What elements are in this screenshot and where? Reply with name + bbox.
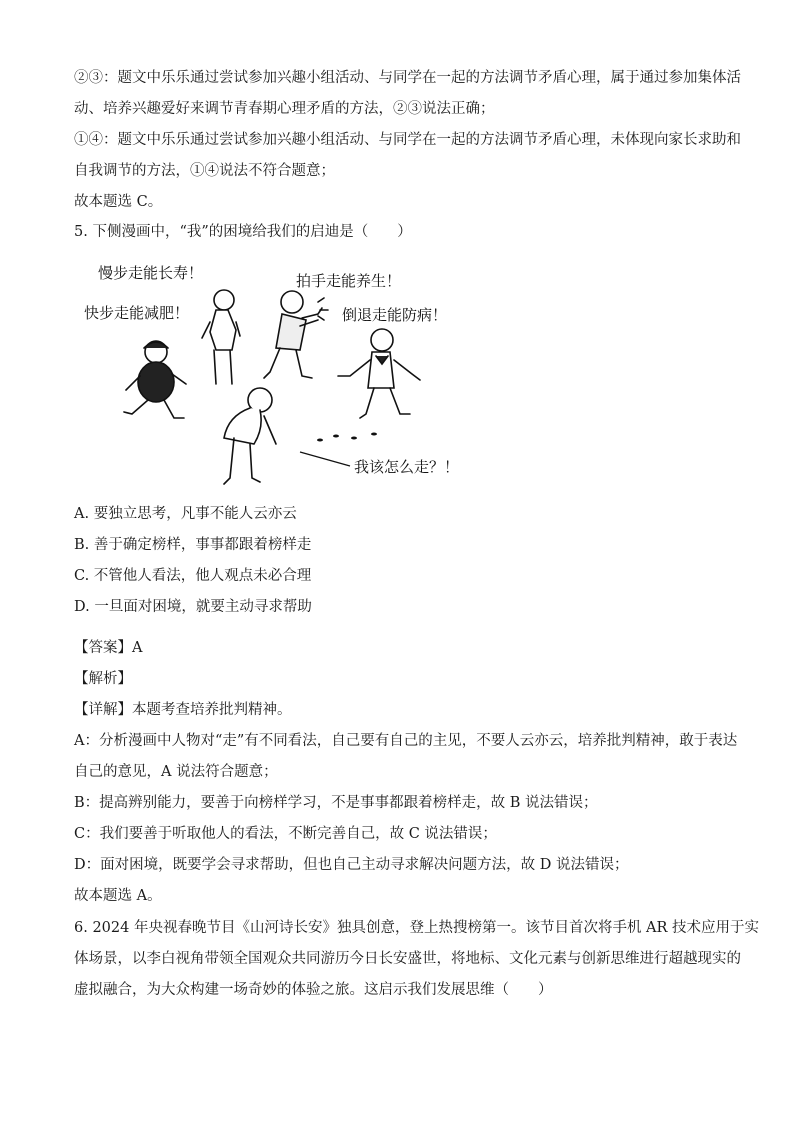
q6-stem-line: 虚拟融合，为大众构建一场奇妙的体验之旅。这启示我们发展思维（ ） bbox=[74, 982, 553, 998]
q5-detail: 【详解】本题考查培养批判精神。 bbox=[74, 702, 292, 718]
q5-conclusion: 故本题选 A。 bbox=[74, 888, 162, 904]
cartoon-label-slow: 慢步走能长寿！ bbox=[98, 264, 204, 282]
figure-me-confused bbox=[224, 388, 276, 484]
q4-analysis-line: ②③：题文中乐乐通过尝试参加兴趣小组活动、与同学在一起的方法调节矛盾心理，属于通过参加集体活 bbox=[74, 70, 741, 86]
q6-stem-line: 体场景，以李白视角带领全国观众共同游历今日长安盛世，将地标、文化元素与创新思维进行超越现实的 bbox=[74, 951, 741, 967]
q5-analysis-header: 【解析】 bbox=[74, 671, 132, 687]
q5-option-b: B. 善于确定榜样，事事都跟着榜样走 bbox=[74, 537, 312, 553]
q5-answer: 【答案】A bbox=[74, 640, 143, 656]
q5-analysis-line: D：面对困境，既要学会寻求帮助，但也自己主动寻求解决问题方法，故 D 说法错误； bbox=[74, 857, 629, 873]
q6-stem-line: 6. 2024 年央视春晚节目《山河诗长安》独具创意，登上热搜榜第一。该节目首次将手机 AR 技术应用于实 bbox=[74, 920, 760, 936]
speech-pointer-line bbox=[300, 452, 350, 466]
cartoon-label-clap: 拍手走能养生！ bbox=[296, 272, 402, 290]
cartoon-label-me: 我该怎么走？！ bbox=[354, 458, 460, 476]
q4-conclusion: 故本题选 C。 bbox=[74, 194, 163, 210]
q4-analysis-line: ①④：题文中乐乐通过尝试参加兴趣小组活动、与同学在一起的方法调节矛盾心理，未体现向家长求助和 bbox=[74, 132, 741, 148]
cartoon-illustration bbox=[74, 252, 494, 492]
q5-analysis-line: B：提高辨别能力，要善于向榜样学习，不是事事都跟着榜样走，故 B 说法错误； bbox=[74, 795, 598, 811]
cartoon-label-fast: 快步走能减肥！ bbox=[84, 304, 190, 322]
figure-backward-walker bbox=[338, 329, 420, 418]
q4-analysis-line: 自我调节的方法，①④说法不符合题意； bbox=[74, 163, 335, 179]
q5-stem: 5. 下侧漫画中，“我”的困境给我们的启迪是（ ） bbox=[74, 224, 412, 240]
q5-option-d: D. 一旦面对困境，就要主动寻求帮助 bbox=[74, 599, 312, 615]
figure-slow-walker bbox=[202, 290, 240, 384]
q5-analysis-line: C：我们要善于听取他人的看法，不断完善自己，故 C 说法错误； bbox=[74, 826, 497, 842]
q5-option-c: C. 不管他人看法，他人观点未必合理 bbox=[74, 568, 312, 584]
figure-clapping-walker bbox=[264, 291, 328, 378]
figure-fast-walker bbox=[124, 341, 186, 418]
q5-analysis-line: 自己的意见，A 说法符合题意； bbox=[74, 764, 278, 780]
q4-analysis-line: 动、培养兴趣爱好来调节青春期心理矛盾的方法，②③说法正确； bbox=[74, 101, 495, 117]
cartoon-label-back: 倒退走能防病！ bbox=[342, 306, 448, 324]
footprint-marks bbox=[317, 433, 377, 442]
q5-analysis-line: A：分析漫画中人物对“走”有不同看法，自己要有自己的主见，不要人云亦云，培养批判精神，敢于表达 bbox=[74, 733, 738, 749]
q5-option-a: A. 要独立思考，凡事不能人云亦云 bbox=[74, 506, 297, 522]
